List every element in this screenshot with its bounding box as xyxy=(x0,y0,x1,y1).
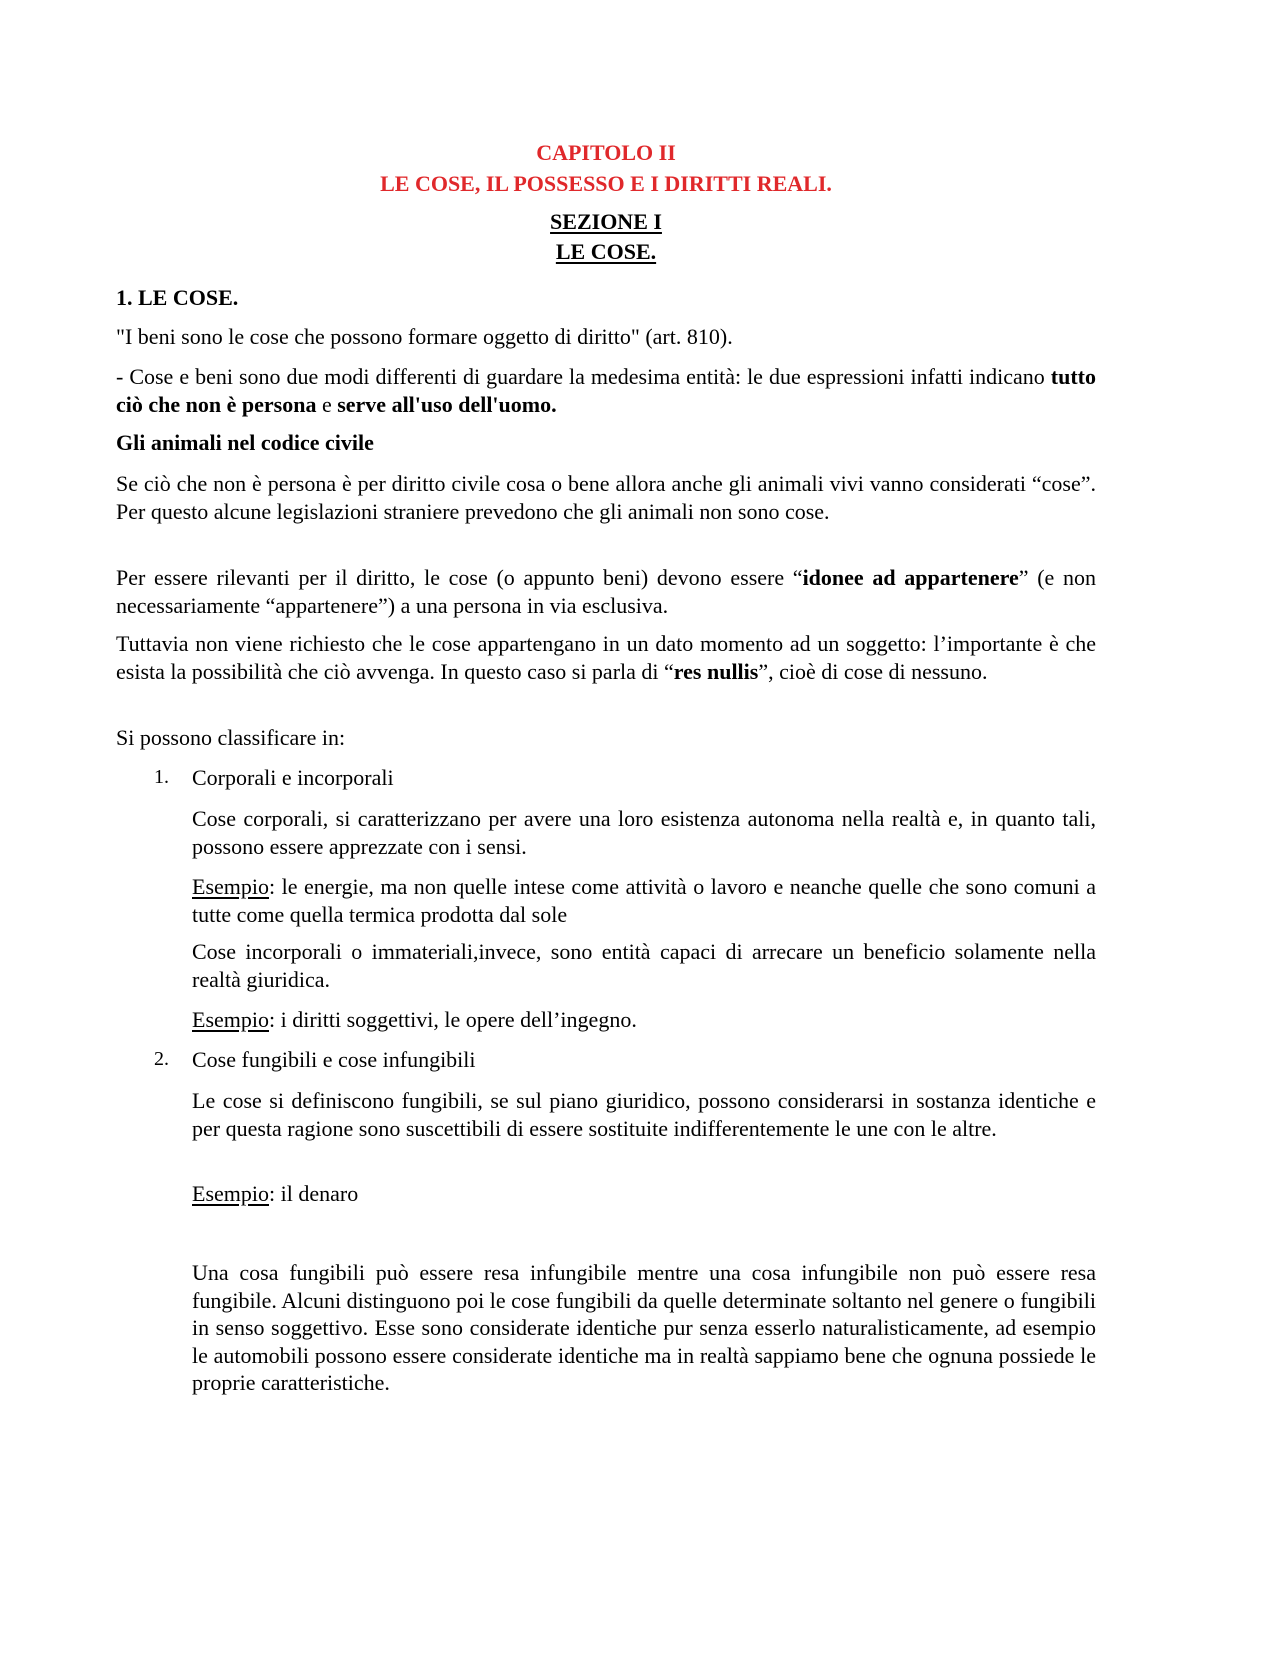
quote-art-810: "I beni sono le cose che possono formare oggetto di diritto" (art. 810). xyxy=(116,324,733,349)
example-label: Esempio xyxy=(192,1181,269,1206)
list-item-example xyxy=(192,1006,1096,1034)
paragraph-cose-e-beni xyxy=(116,363,1096,418)
paragraph-animali: Se ciò che non è persona è per diritto civile cosa o bene allora anche gli animali vivi vanno considerati “cose”. Per questo alcune legislazioni straniere prevedono che gli animali non sono cose. xyxy=(116,471,1096,524)
list-item-description: Cose incorporali o immateriali,invece, sono entità capaci di arrecare un beneficio solamente nella realtà giuridica. xyxy=(192,939,1096,992)
paragraph-text: Per essere rilevanti per il diritto, le cose (o appunto beni) devono essere “ xyxy=(116,565,803,590)
bold-text: tutto ciò che non è persona xyxy=(116,364,1096,417)
list-item-description: Le cose si definiscono fungibili, se sul piano giuridico, possono considerarsi in sostanza identiche e per questa ragione sono suscettibili di essere sostituite indifferentemente le une con le altre. xyxy=(192,1088,1096,1141)
subheading-animali: Gli animali nel codice civile xyxy=(116,430,374,455)
list-item-description: Cose corporali, si caratterizzano per avere una loro esistenza autonoma nella realtà e, in quanto tali, possono essere apprezzate con i sensi. xyxy=(192,806,1096,859)
paragraph-text: - Cose e beni sono due modi differenti di guardare la medesima entità: le due espressioni infatti indicano xyxy=(116,364,1051,389)
heading-le-cose: 1. LE COSE. xyxy=(116,285,239,310)
example-text: : il denaro xyxy=(269,1181,359,1206)
example-text: : i diritti soggettivi, le opere dell’ingegno. xyxy=(269,1007,637,1032)
section-title-text: LE COSE. xyxy=(555,239,657,264)
list-item-description: Una cosa fungibili può essere resa infungibile mentre una cosa infungibile non può essere resa fungibile. Alcuni distinguono poi le cose fungibili da quelle determinate soltanto nel genere o fungibili in senso soggettivo. Esse sono considerate identiche pur senza esserlo naturalisticamente, ad esempio le automobili possono essere considerate identiche ma in realtà sappiamo bene che ognuna possiede le proprie caratteristiche. xyxy=(192,1260,1096,1395)
list-item-number: 2. xyxy=(154,1048,169,1070)
bold-text: serve all'uso dell'uomo. xyxy=(337,391,557,417)
paragraph-text: e xyxy=(316,391,338,417)
section-title xyxy=(116,236,1096,267)
list-item-number: 1. xyxy=(154,766,169,788)
paragraph-text: ”, cioè di cose di nessuno. xyxy=(758,658,988,684)
bold-text: res nullis xyxy=(673,658,759,684)
example-label: Esempio xyxy=(192,874,269,899)
bold-text: idonee ad appartenere xyxy=(802,565,1019,590)
section-number xyxy=(116,206,1096,237)
paragraph-text: Tuttavia non viene richiesto che le cose appartengano in un dato momento ad un soggetto: l’importante è che esista la possibilità che ciò avvenga. In questo caso si parla di “ xyxy=(116,631,1096,684)
chapter-number: CAPITOLO II xyxy=(536,140,676,165)
list-item-title: Cose fungibili e cose infungibili xyxy=(192,1047,476,1072)
section-number-text: SEZIONE I xyxy=(550,209,662,234)
paragraph-text: ” (e non necessariamente “appartenere”) a una persona in via esclusiva. xyxy=(116,565,1096,618)
example-text: : le energie, ma non quelle intese come attività o lavoro e neanche quelle che sono comuni a tutte come quella termica prodotta dal sole xyxy=(192,874,1096,927)
paragraph-classificare: Si possono classificare in: xyxy=(116,725,346,750)
paragraph-res-nullis xyxy=(116,630,1096,685)
chapter-title: LE COSE, IL POSSESSO E I DIRITTI REALI. xyxy=(380,171,832,196)
paragraph-idonee xyxy=(116,564,1096,619)
example-label: Esempio xyxy=(192,1007,269,1032)
list-item-example xyxy=(192,873,1096,928)
list-item-title: Corporali e incorporali xyxy=(192,765,394,790)
list-item-example xyxy=(192,1180,1096,1208)
